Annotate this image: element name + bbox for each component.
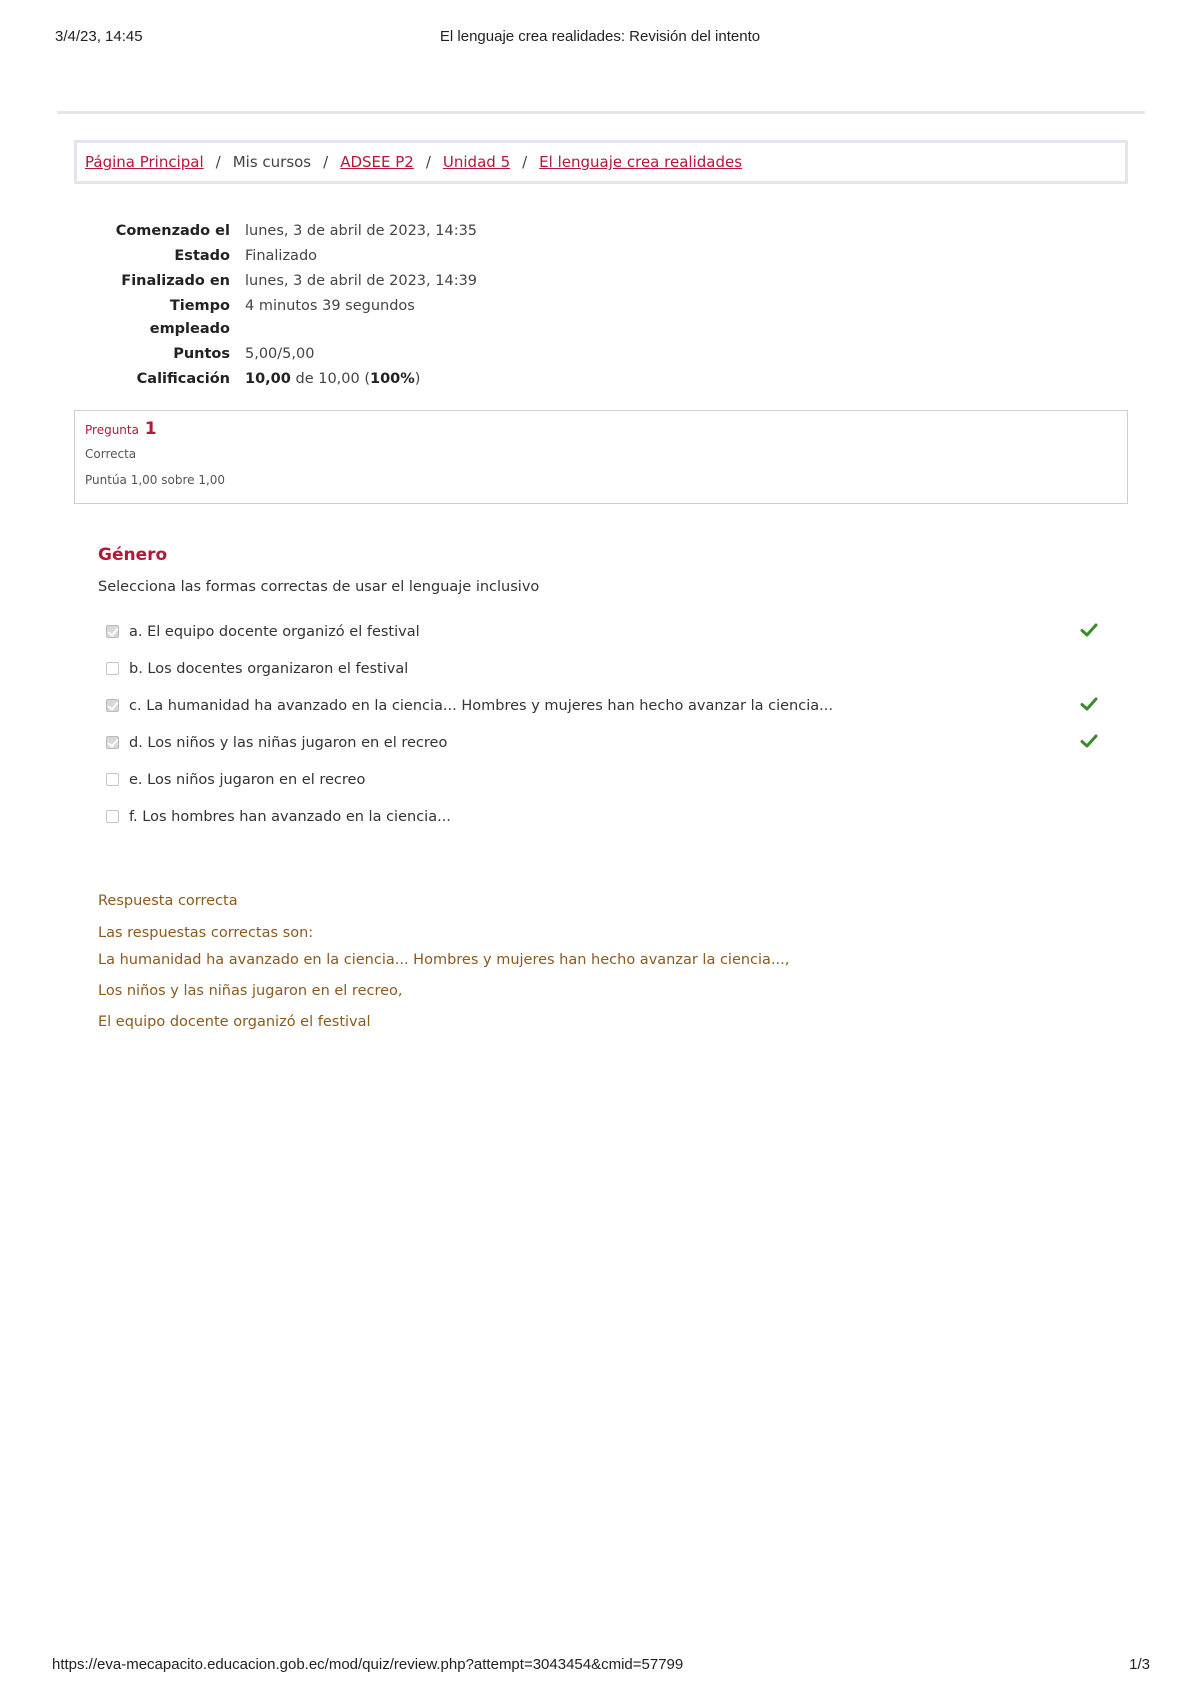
grade-close: ) — [414, 371, 421, 387]
answer-checkbox[interactable] — [106, 810, 119, 823]
feedback-subtitle: Las respuestas correctas son: — [98, 925, 314, 941]
feedback-title: Respuesta correcta — [98, 893, 238, 909]
question-number-value: 1 — [144, 419, 157, 439]
answer-label: c. La humanidad ha avanzado en la ciencia... Hombres y mujeres han hecho avanzar la ciencia... — [129, 697, 833, 714]
question-grade: Puntúa 1,00 sobre 1,00 — [85, 473, 226, 487]
started-label: Comenzado el — [115, 223, 230, 239]
answer-label: d. Los niños y las niñas jugaron en el recreo — [129, 734, 448, 751]
grade-percent: 100% — [370, 371, 415, 387]
answer-option — [98, 724, 1098, 761]
question-title: Género — [98, 545, 168, 565]
breadcrumb — [74, 140, 1128, 184]
check-icon — [1080, 621, 1098, 639]
question-prompt: Selecciona las formas correctas de usar el lenguaje inclusivo — [98, 579, 540, 595]
state-label: Estado — [174, 248, 230, 264]
breadcrumb-my-courses: Mis cursos — [232, 153, 312, 171]
answer-checkbox[interactable] — [106, 699, 119, 712]
breadcrumb-course[interactable]: ADSEE P2 — [340, 153, 414, 171]
correct-answer: Los niños y las niñas jugaron en el recreo, — [98, 983, 403, 999]
print-title: El lenguaje crea realidades: Revisión del intento — [439, 28, 761, 45]
check-icon — [1080, 732, 1098, 750]
answer-option — [98, 613, 1098, 650]
finished-value: lunes, 3 de abril de 2023, 14:39 — [245, 273, 478, 289]
grade-value — [245, 368, 420, 391]
breadcrumb-separator: / — [425, 153, 431, 171]
answer-option — [98, 687, 1098, 724]
feedback-box — [98, 893, 1098, 1045]
correct-answer: El equipo docente organizó el festival — [98, 1014, 371, 1030]
header-divider — [57, 111, 1145, 114]
answer-label: b. Los docentes organizaron el festival — [129, 660, 409, 677]
answer-option — [98, 761, 1098, 798]
correct-answer: La humanidad ha avanzado en la ciencia... Hombres y mujeres han hecho avanzar la ciencia..., — [98, 952, 790, 968]
answer-option — [98, 650, 1098, 687]
answer-label: a. El equipo docente organizó el festival — [129, 623, 420, 640]
time-value: 4 minutos 39 segundos — [245, 298, 415, 314]
answer-checkbox[interactable] — [106, 662, 119, 675]
breadcrumb-separator: / — [323, 153, 329, 171]
print-header — [0, 28, 1200, 48]
breadcrumb-home[interactable]: Página Principal — [85, 153, 204, 171]
answer-checkbox[interactable] — [106, 625, 119, 638]
check-icon — [1080, 695, 1098, 713]
started-value: lunes, 3 de abril de 2023, 14:35 — [245, 223, 478, 239]
breadcrumb-quiz[interactable]: El lenguaje crea realidades — [539, 153, 743, 171]
grade-total: de 10,00 ( — [295, 371, 370, 387]
breadcrumb-separator: / — [522, 153, 528, 171]
grade-score: 10,00 — [245, 371, 291, 387]
answer-options — [98, 613, 1098, 835]
question-number — [85, 419, 1127, 441]
answer-label: e. Los niños jugaron en el recreo — [129, 771, 366, 788]
answer-checkbox[interactable] — [106, 773, 119, 786]
breadcrumb-unit[interactable]: Unidad 5 — [442, 153, 511, 171]
points-value: 5,00/5,00 — [245, 346, 315, 362]
print-url: https://eva-mecapacito.educacion.gob.ec/mod/quiz/review.php?attempt=3043454&cmid=57799 — [52, 1656, 684, 1673]
points-label: Puntos — [173, 346, 230, 362]
state-value: Finalizado — [245, 248, 318, 264]
print-page-number: 1/3 — [1129, 1656, 1150, 1673]
question-content — [98, 545, 1098, 835]
question-info-box — [74, 410, 1128, 504]
answer-label: f. Los hombres han avanzado en la ciencia... — [129, 808, 451, 825]
print-date: 3/4/23, 14:45 — [55, 28, 143, 45]
question-label: Pregunta — [85, 423, 139, 437]
grade-label: Calificación — [136, 371, 230, 387]
answer-option — [98, 798, 1098, 835]
question-state: Correcta — [85, 447, 137, 461]
answer-checkbox[interactable] — [106, 736, 119, 749]
breadcrumb-separator: / — [215, 153, 221, 171]
time-label: Tiempo empleado — [149, 298, 230, 337]
finished-label: Finalizado en — [121, 273, 230, 289]
